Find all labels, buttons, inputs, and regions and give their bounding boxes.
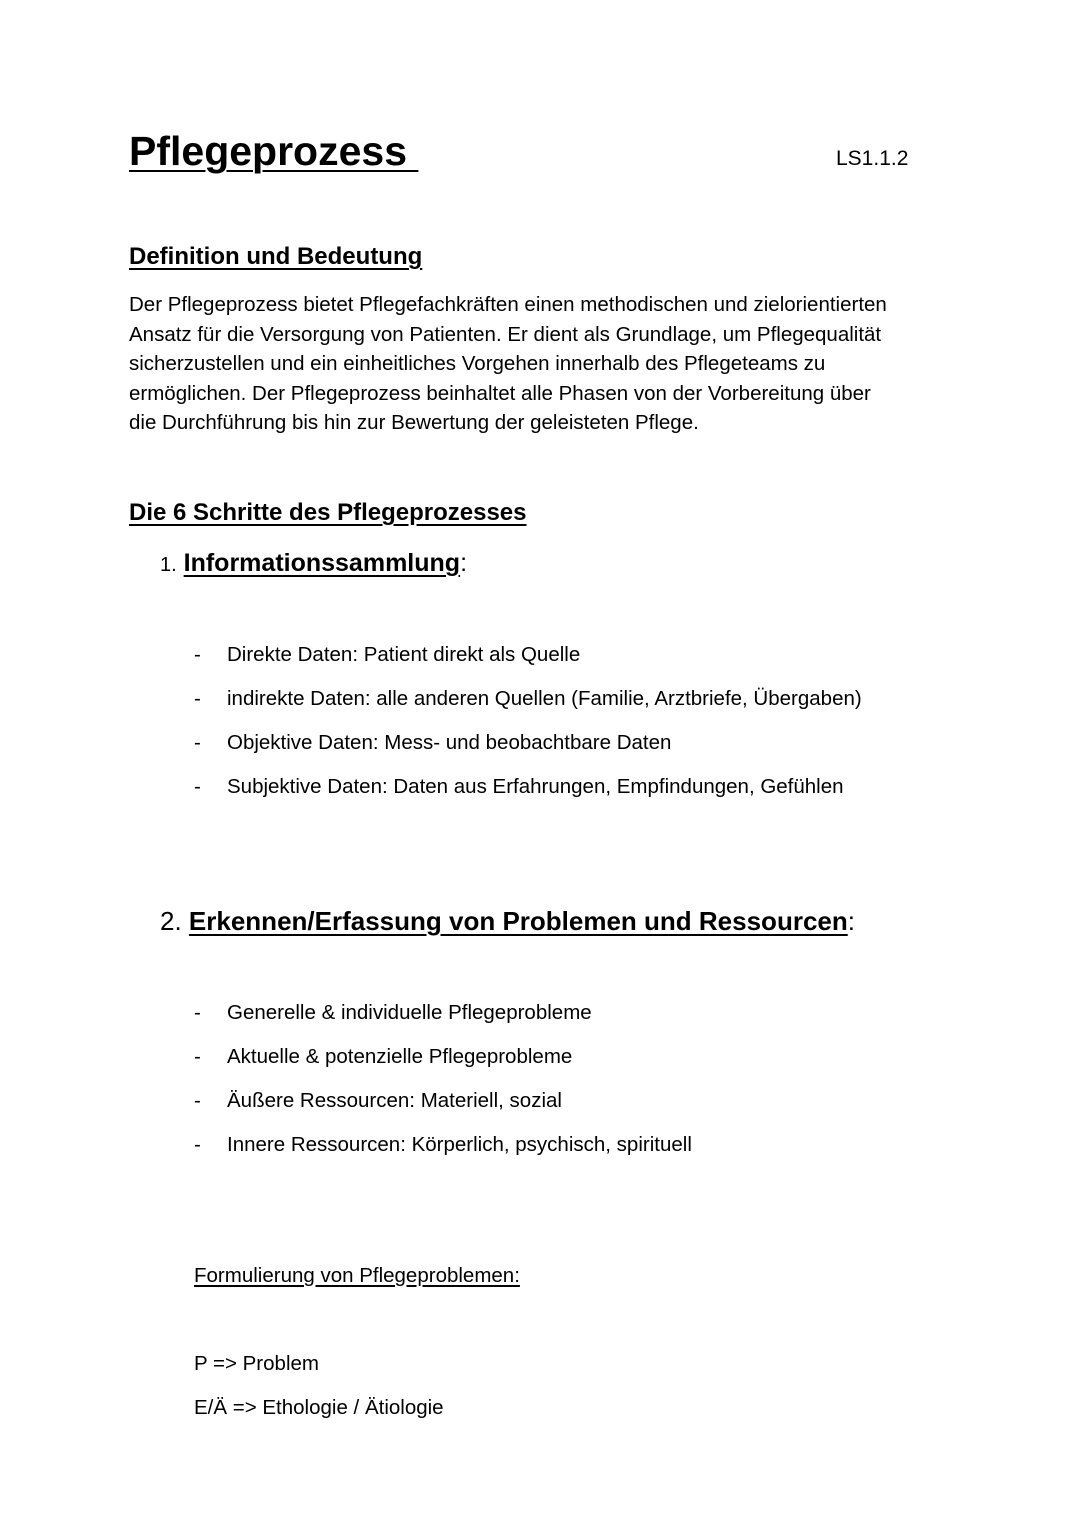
paragraph-line: Ansatz für die Versorgung von Patienten. Er dient als Grundlage, um Pflegequalität	[129, 322, 882, 346]
bullet-text: Generelle & individuelle Pflegeprobleme	[227, 1001, 592, 1024]
paragraph-line: sicherzustellen und ein einheitliches Vorgehen innerhalb des Pflegeteams zu	[129, 352, 826, 375]
step-suffix: :	[460, 549, 468, 577]
paragraph-line: die Durchführung bis hin zur Bewertung der geleisteten Pflege.	[129, 411, 699, 434]
bullet-dash: -	[194, 1133, 201, 1156]
bullet-text: Innere Ressourcen: Körperlich, psychisch, spirituell	[227, 1133, 692, 1156]
bullet-dash: -	[194, 775, 201, 798]
definition-paragraph	[129, 290, 959, 438]
step-2-heading	[160, 906, 855, 937]
bullet-dash: -	[194, 687, 201, 710]
definition-heading: Definition und Bedeutung	[129, 243, 423, 270]
abbreviation-item: E/Ä => Ethologie / Ätiologie	[194, 1396, 444, 1419]
step-number: 2.	[160, 906, 182, 936]
bullet-text: Objektive Daten: Mess- und beobachtbare Daten	[227, 731, 672, 754]
step-1-heading	[160, 549, 467, 578]
bullet-text: Äußere Ressourcen: Materiell, sozial	[227, 1089, 562, 1112]
formulation-heading: Formulierung von Pflegeproblemen:	[194, 1264, 520, 1287]
bullet-text: Direkte Daten: Patient direkt als Quelle	[227, 643, 581, 666]
document-code: LS1.1.2	[836, 147, 909, 170]
bullet-dash: -	[194, 643, 201, 666]
document-title: Pflegeprozess	[129, 128, 419, 174]
bullet-text: Subjektive Daten: Daten aus Erfahrungen, Empfindungen, Gefühlen	[227, 775, 844, 798]
abbreviation-item: P => Problem	[194, 1352, 319, 1375]
bullet-dash: -	[194, 1089, 201, 1112]
step-number: 1.	[160, 554, 177, 576]
paragraph-line: Der Pflegeprozess bietet Pflegefachkräften einen methodischen und zielorientierten	[129, 293, 887, 316]
step-label: Informationssammlung	[183, 549, 461, 577]
steps-heading: Die 6 Schritte des Pflegeprozesses	[129, 499, 527, 526]
bullet-text: indirekte Daten: alle anderen Quellen (Familie, Arztbriefe, Übergaben)	[227, 687, 862, 710]
bullet-dash: -	[194, 731, 201, 754]
bullet-dash: -	[194, 1045, 201, 1068]
bullet-text: Aktuelle & potenzielle Pflegeprobleme	[227, 1045, 573, 1068]
paragraph-line: ermöglichen. Der Pflegeprozess beinhaltet alle Phasen von der Vorbereitung über	[129, 381, 871, 405]
step-label: Erkennen/Erfassung von Problemen und Ressourcen	[188, 906, 848, 936]
step-suffix: :	[847, 906, 855, 936]
bullet-dash: -	[194, 1001, 201, 1024]
